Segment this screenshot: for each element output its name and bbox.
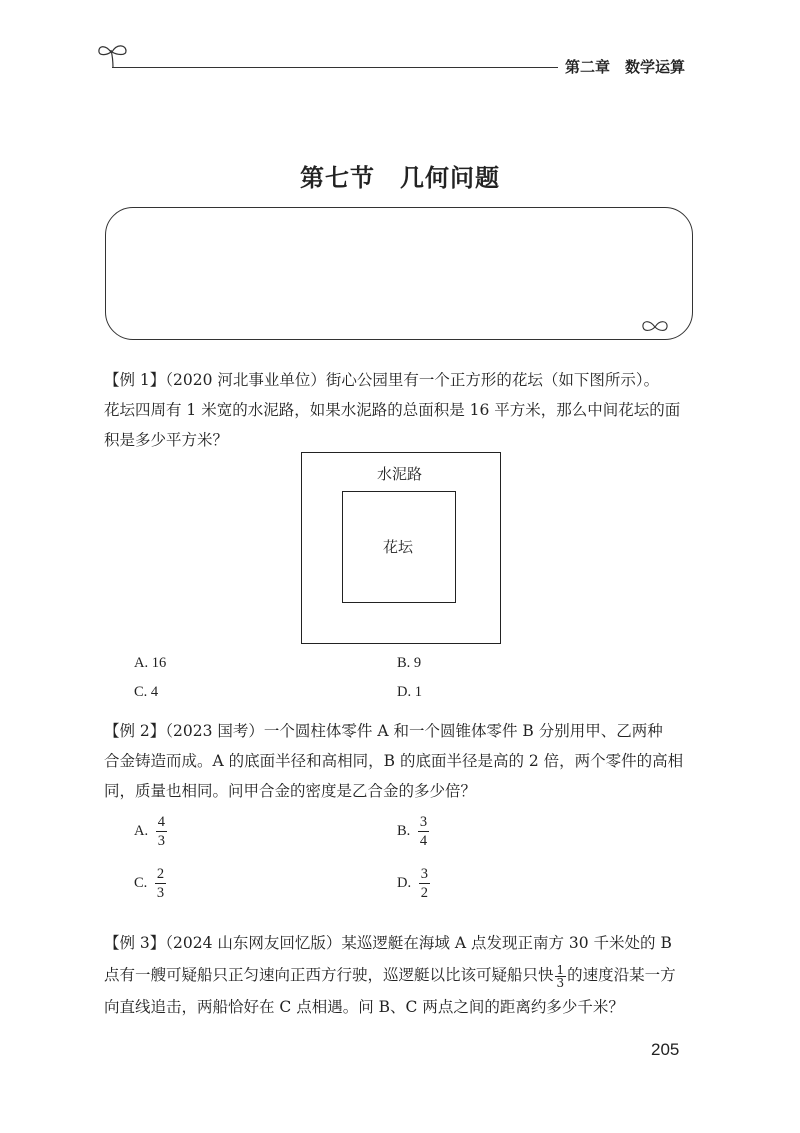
example-2-option-a bbox=[134, 814, 167, 849]
cement-path-label: 水泥路 bbox=[377, 465, 423, 483]
fraction-numerator: 3 bbox=[420, 866, 428, 882]
flowerbed-label: 花坛 bbox=[383, 538, 414, 556]
fraction-numerator: 3 bbox=[419, 814, 428, 830]
example-1-source: （2020 河北事业单位） bbox=[165, 371, 326, 389]
summary-box bbox=[105, 207, 693, 340]
flowerbed-diagram bbox=[301, 452, 501, 644]
option-fraction bbox=[418, 814, 429, 849]
example-1-line: 街心公园里有一个正方形的花坛（如下图所示）。 bbox=[325, 371, 660, 389]
section-title: 第七节 几何问题 bbox=[300, 163, 500, 192]
example-1-line: 花坛四周有 1 米宽的水泥路，如果水泥路的总面积是 16 平方米，那么中间花坛的面 bbox=[104, 401, 681, 419]
chapter-title: 第二章 数学运算 bbox=[565, 58, 686, 76]
fraction-numerator: 2 bbox=[156, 866, 165, 882]
example-1-tag: 【例 1】 bbox=[104, 371, 166, 389]
option-fraction bbox=[155, 866, 166, 901]
fraction-denominator: 4 bbox=[419, 833, 428, 849]
example-1-option-c: C. 4 bbox=[134, 684, 159, 700]
flowerbed-square bbox=[342, 491, 456, 603]
example-3-line: 向直线追击，两船恰好在 C 点相遇。问 B、C 两点之间的距离约多少千米？ bbox=[104, 998, 624, 1016]
example-3-line: 某巡逻艇在海域 A 点发现正南方 30 千米处的 B bbox=[341, 934, 672, 952]
option-fraction bbox=[419, 866, 430, 901]
leaf-ornament-icon bbox=[640, 318, 670, 336]
fraction-numerator: 1 bbox=[556, 962, 565, 977]
fraction-numerator: 4 bbox=[157, 814, 165, 830]
example-3-line: 点有一艘可疑船只正匀速向正西方行驶，巡逻艇以比该可疑船只快 bbox=[104, 966, 554, 984]
example-1 bbox=[104, 365, 699, 455]
example-2-line: 同，质量也相同。问甲合金的密度是乙合金的多少倍？ bbox=[104, 782, 477, 800]
example-2-option-c bbox=[134, 866, 166, 901]
example-2-source: （2023 国考） bbox=[165, 722, 264, 740]
example-1-option-a: A. 16 bbox=[134, 655, 167, 671]
example-2-option-b bbox=[397, 814, 429, 849]
option-letter: A. bbox=[134, 822, 149, 839]
example-1-option-b: B. 9 bbox=[397, 655, 422, 671]
sprout-icon bbox=[96, 40, 130, 70]
example-1-option-d: D. 1 bbox=[397, 684, 422, 700]
option-letter: B. bbox=[397, 822, 411, 839]
example-2-option-d bbox=[397, 866, 430, 901]
example-3 bbox=[104, 928, 699, 1022]
example-1-line: 积是多少平方米？ bbox=[104, 431, 229, 449]
fraction-denominator: 3 bbox=[556, 975, 565, 990]
example-3-tag: 【例 3】 bbox=[104, 934, 166, 952]
option-letter: D. bbox=[397, 874, 412, 891]
example-3-source: （2024 山东网友回忆版） bbox=[165, 934, 342, 952]
example-3-line: 的速度沿某一方 bbox=[567, 966, 676, 984]
fraction-denominator: 2 bbox=[420, 885, 428, 901]
example-2-line: 合金铸造而成。A 的底面半径和高相同，B 的底面半径是高的 2 倍，两个零件的高相 bbox=[104, 752, 684, 770]
example-2-tag: 【例 2】 bbox=[104, 722, 166, 740]
page-number: 205 bbox=[651, 1040, 680, 1059]
example-2 bbox=[104, 716, 699, 806]
option-fraction bbox=[156, 814, 167, 849]
fraction-denominator: 3 bbox=[157, 833, 165, 849]
option-letter: C. bbox=[134, 874, 148, 891]
header-rule bbox=[112, 67, 558, 68]
example-2-line: 一个圆柱体零件 A 和一个圆锥体零件 B 分别用甲、乙两种 bbox=[263, 722, 663, 740]
inline-fraction bbox=[555, 964, 567, 989]
fraction-denominator: 3 bbox=[156, 885, 165, 901]
